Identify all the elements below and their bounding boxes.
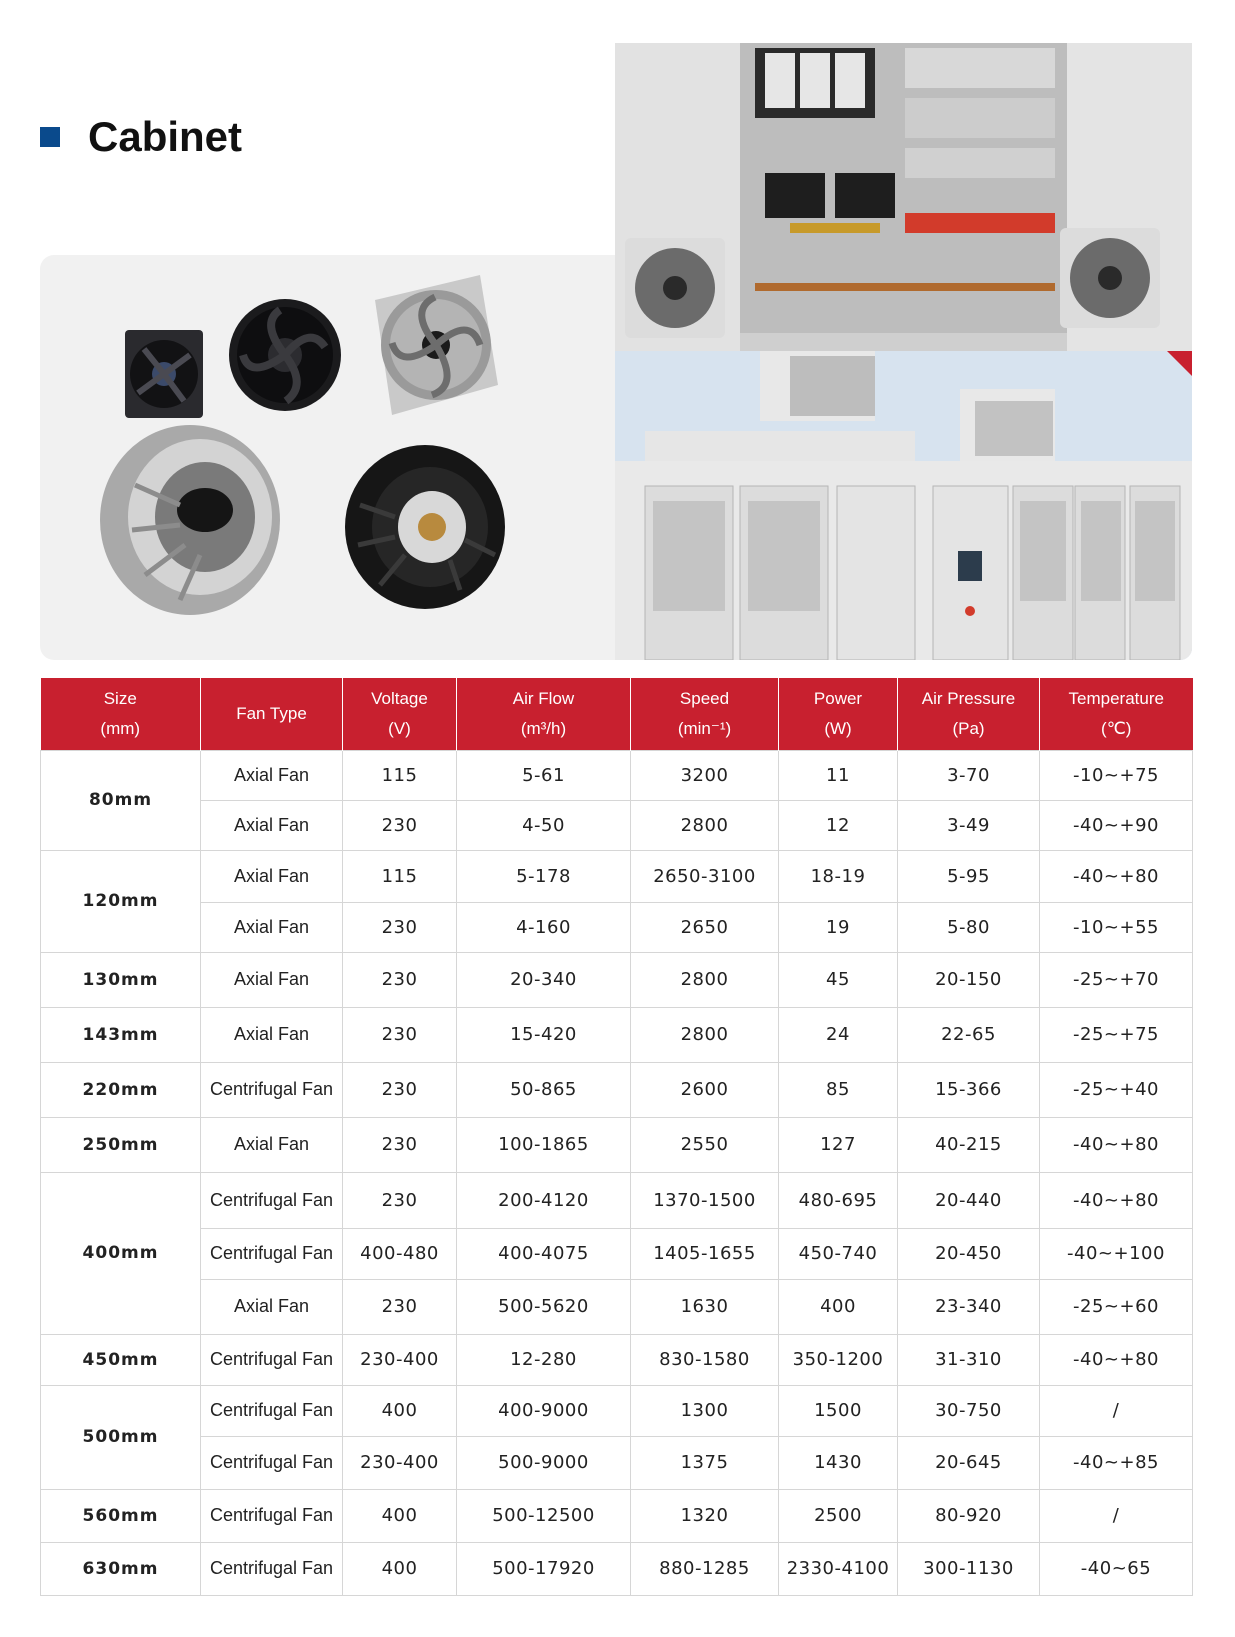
power-cell: 85 bbox=[779, 1062, 898, 1117]
size-cell: 220mm bbox=[41, 1062, 201, 1117]
pressure-cell: 30-750 bbox=[898, 1385, 1040, 1436]
size-cell: 130mm bbox=[41, 952, 201, 1007]
airflow-cell: 4-50 bbox=[457, 800, 631, 850]
fan-type-cell: Centrifugal Fan bbox=[201, 1489, 343, 1542]
temperature-cell: -10~+75 bbox=[1040, 750, 1193, 800]
temperature-cell: -40~+80 bbox=[1040, 1117, 1193, 1172]
table-row bbox=[41, 1542, 1193, 1595]
voltage-cell: 400 bbox=[343, 1385, 457, 1436]
airflow-cell: 12-280 bbox=[457, 1334, 631, 1385]
pressure-cell: 5-80 bbox=[898, 902, 1040, 952]
temperature-cell: -25~+60 bbox=[1040, 1279, 1193, 1334]
square-bullet-icon bbox=[40, 127, 60, 147]
temperature-cell: / bbox=[1040, 1385, 1193, 1436]
airflow-cell: 500-17920 bbox=[457, 1542, 631, 1595]
temperature-cell: -40~65 bbox=[1040, 1542, 1193, 1595]
table-header-row bbox=[41, 678, 1193, 750]
airflow-cell: 500-12500 bbox=[457, 1489, 631, 1542]
temperature-cell: -25~+75 bbox=[1040, 1007, 1193, 1062]
black-centrifugal-fan-icon bbox=[345, 445, 505, 609]
voltage-cell: 230 bbox=[343, 1279, 457, 1334]
airflow-cell: 500-5620 bbox=[457, 1279, 631, 1334]
fan-type-cell: Centrifugal Fan bbox=[201, 1385, 343, 1436]
pressure-cell: 22-65 bbox=[898, 1007, 1040, 1062]
round-axial-fan-icon bbox=[229, 299, 341, 411]
power-cell: 450-740 bbox=[779, 1228, 898, 1279]
size-cell: 400mm bbox=[41, 1172, 201, 1334]
pressure-cell: 20-645 bbox=[898, 1436, 1040, 1489]
voltage-cell: 400 bbox=[343, 1542, 457, 1595]
pressure-cell: 20-440 bbox=[898, 1172, 1040, 1228]
voltage-cell: 230 bbox=[343, 1007, 457, 1062]
size-cell: 560mm bbox=[41, 1489, 201, 1542]
pressure-cell: 3-70 bbox=[898, 750, 1040, 800]
speed-cell: 1630 bbox=[631, 1279, 779, 1334]
airflow-cell: 4-160 bbox=[457, 902, 631, 952]
voltage-cell: 230 bbox=[343, 1172, 457, 1228]
size-cell: 143mm bbox=[41, 1007, 201, 1062]
pressure-cell: 20-450 bbox=[898, 1228, 1040, 1279]
voltage-cell: 230-400 bbox=[343, 1334, 457, 1385]
fan-type-cell: Centrifugal Fan bbox=[201, 1228, 343, 1279]
power-cell: 45 bbox=[779, 952, 898, 1007]
temperature-cell: -25~+40 bbox=[1040, 1062, 1193, 1117]
fan-type-cell: Centrifugal Fan bbox=[201, 1172, 343, 1228]
airflow-cell: 5-61 bbox=[457, 750, 631, 800]
header-air-pressure: Air Pressure (Pa) bbox=[898, 678, 1040, 750]
fan-type-cell: Axial Fan bbox=[201, 952, 343, 1007]
airflow-cell: 200-4120 bbox=[457, 1172, 631, 1228]
size-cell: 120mm bbox=[41, 850, 201, 952]
silver-frame-fan-icon bbox=[375, 275, 498, 415]
table-row bbox=[41, 1228, 1193, 1279]
power-cell: 19 bbox=[779, 902, 898, 952]
temperature-cell: -40~+80 bbox=[1040, 1334, 1193, 1385]
speed-cell: 1375 bbox=[631, 1436, 779, 1489]
voltage-cell: 230 bbox=[343, 952, 457, 1007]
speed-cell: 2650-3100 bbox=[631, 850, 779, 902]
power-cell: 2500 bbox=[779, 1489, 898, 1542]
table-row bbox=[41, 800, 1193, 850]
airflow-cell: 100-1865 bbox=[457, 1117, 631, 1172]
table-row bbox=[41, 850, 1193, 902]
fan-type-cell: Axial Fan bbox=[201, 750, 343, 800]
table-row bbox=[41, 1279, 1193, 1334]
pressure-cell: 23-340 bbox=[898, 1279, 1040, 1334]
pressure-cell: 20-150 bbox=[898, 952, 1040, 1007]
speed-cell: 2800 bbox=[631, 1007, 779, 1062]
size-cell: 630mm bbox=[41, 1542, 201, 1595]
pressure-cell: 80-920 bbox=[898, 1489, 1040, 1542]
size-cell: 80mm bbox=[41, 750, 201, 850]
table-row bbox=[41, 952, 1193, 1007]
airflow-cell: 400-9000 bbox=[457, 1385, 631, 1436]
voltage-cell: 230-400 bbox=[343, 1436, 457, 1489]
fan-product-photo bbox=[40, 255, 615, 660]
fan-type-cell: Centrifugal Fan bbox=[201, 1334, 343, 1385]
speed-cell: 2650 bbox=[631, 902, 779, 952]
temperature-cell: -40~+85 bbox=[1040, 1436, 1193, 1489]
fan-type-cell: Centrifugal Fan bbox=[201, 1436, 343, 1489]
airflow-cell: 5-178 bbox=[457, 850, 631, 902]
fan-type-cell: Axial Fan bbox=[201, 800, 343, 850]
power-cell: 2330-4100 bbox=[779, 1542, 898, 1595]
temperature-cell: -25~+70 bbox=[1040, 952, 1193, 1007]
airflow-cell: 500-9000 bbox=[457, 1436, 631, 1489]
table-row bbox=[41, 1172, 1193, 1228]
fan-type-cell: Axial Fan bbox=[201, 1279, 343, 1334]
speed-cell: 2600 bbox=[631, 1062, 779, 1117]
fan-type-cell: Centrifugal Fan bbox=[201, 1542, 343, 1595]
table-row bbox=[41, 1117, 1193, 1172]
speed-cell: 830-1580 bbox=[631, 1334, 779, 1385]
header-power: Power (W) bbox=[779, 678, 898, 750]
speed-cell: 1320 bbox=[631, 1489, 779, 1542]
airflow-cell: 20-340 bbox=[457, 952, 631, 1007]
power-cell: 1500 bbox=[779, 1385, 898, 1436]
voltage-cell: 115 bbox=[343, 850, 457, 902]
power-cell: 127 bbox=[779, 1117, 898, 1172]
cabinet-interior-photo bbox=[615, 43, 1192, 351]
page-title: Cabinet bbox=[88, 113, 243, 160]
pressure-cell: 3-49 bbox=[898, 800, 1040, 850]
table-row bbox=[41, 750, 1193, 800]
power-cell: 18-19 bbox=[779, 850, 898, 902]
header-speed: Speed (min⁻¹) bbox=[631, 678, 779, 750]
cabinet-exterior-photo bbox=[615, 351, 1192, 660]
speed-cell: 2550 bbox=[631, 1117, 779, 1172]
fan-type-cell: Axial Fan bbox=[201, 850, 343, 902]
voltage-cell: 230 bbox=[343, 1117, 457, 1172]
fan-type-cell: Axial Fan bbox=[201, 902, 343, 952]
power-cell: 11 bbox=[779, 750, 898, 800]
power-cell: 1430 bbox=[779, 1436, 898, 1489]
temperature-cell: -40~+90 bbox=[1040, 800, 1193, 850]
temperature-cell: -40~+100 bbox=[1040, 1228, 1193, 1279]
pressure-cell: 15-366 bbox=[898, 1062, 1040, 1117]
speed-cell: 2800 bbox=[631, 952, 779, 1007]
speed-cell: 3200 bbox=[631, 750, 779, 800]
speed-cell: 880-1285 bbox=[631, 1542, 779, 1595]
table-row bbox=[41, 1334, 1193, 1385]
fan-type-cell: Axial Fan bbox=[201, 1117, 343, 1172]
fan-type-cell: Axial Fan bbox=[201, 1007, 343, 1062]
airflow-cell: 15-420 bbox=[457, 1007, 631, 1062]
header-fan-type: Fan Type bbox=[201, 678, 343, 750]
table-row bbox=[41, 1007, 1193, 1062]
speed-cell: 1405-1655 bbox=[631, 1228, 779, 1279]
table-row bbox=[41, 902, 1193, 952]
power-cell: 24 bbox=[779, 1007, 898, 1062]
size-cell: 450mm bbox=[41, 1334, 201, 1385]
voltage-cell: 230 bbox=[343, 800, 457, 850]
temperature-cell: -40~+80 bbox=[1040, 850, 1193, 902]
section-title bbox=[40, 112, 242, 162]
header-air-flow: Air Flow (m³/h) bbox=[457, 678, 631, 750]
size-cell: 250mm bbox=[41, 1117, 201, 1172]
speed-cell: 1300 bbox=[631, 1385, 779, 1436]
speed-cell: 1370-1500 bbox=[631, 1172, 779, 1228]
table-row bbox=[41, 1385, 1193, 1436]
silver-centrifugal-fan-icon bbox=[100, 425, 280, 615]
power-cell: 350-1200 bbox=[779, 1334, 898, 1385]
size-cell: 500mm bbox=[41, 1385, 201, 1489]
airflow-cell: 50-865 bbox=[457, 1062, 631, 1117]
power-cell: 12 bbox=[779, 800, 898, 850]
header-temperature: Temperature (℃) bbox=[1040, 678, 1193, 750]
header-voltage: Voltage (V) bbox=[343, 678, 457, 750]
pressure-cell: 300-1130 bbox=[898, 1542, 1040, 1595]
pressure-cell: 31-310 bbox=[898, 1334, 1040, 1385]
table-row bbox=[41, 1062, 1193, 1117]
power-cell: 480-695 bbox=[779, 1172, 898, 1228]
voltage-cell: 230 bbox=[343, 902, 457, 952]
voltage-cell: 230 bbox=[343, 1062, 457, 1117]
temperature-cell: / bbox=[1040, 1489, 1193, 1542]
speed-cell: 2800 bbox=[631, 800, 779, 850]
fan-specifications-table bbox=[40, 678, 1193, 1596]
header-size: Size (mm) bbox=[41, 678, 201, 750]
table-row bbox=[41, 1489, 1193, 1542]
small-axial-fan-icon bbox=[125, 330, 203, 418]
table-row bbox=[41, 1436, 1193, 1489]
fan-type-cell: Centrifugal Fan bbox=[201, 1062, 343, 1117]
pressure-cell: 5-95 bbox=[898, 850, 1040, 902]
airflow-cell: 400-4075 bbox=[457, 1228, 631, 1279]
voltage-cell: 400-480 bbox=[343, 1228, 457, 1279]
temperature-cell: -10~+55 bbox=[1040, 902, 1193, 952]
power-cell: 400 bbox=[779, 1279, 898, 1334]
pressure-cell: 40-215 bbox=[898, 1117, 1040, 1172]
temperature-cell: -40~+80 bbox=[1040, 1172, 1193, 1228]
voltage-cell: 400 bbox=[343, 1489, 457, 1542]
voltage-cell: 115 bbox=[343, 750, 457, 800]
